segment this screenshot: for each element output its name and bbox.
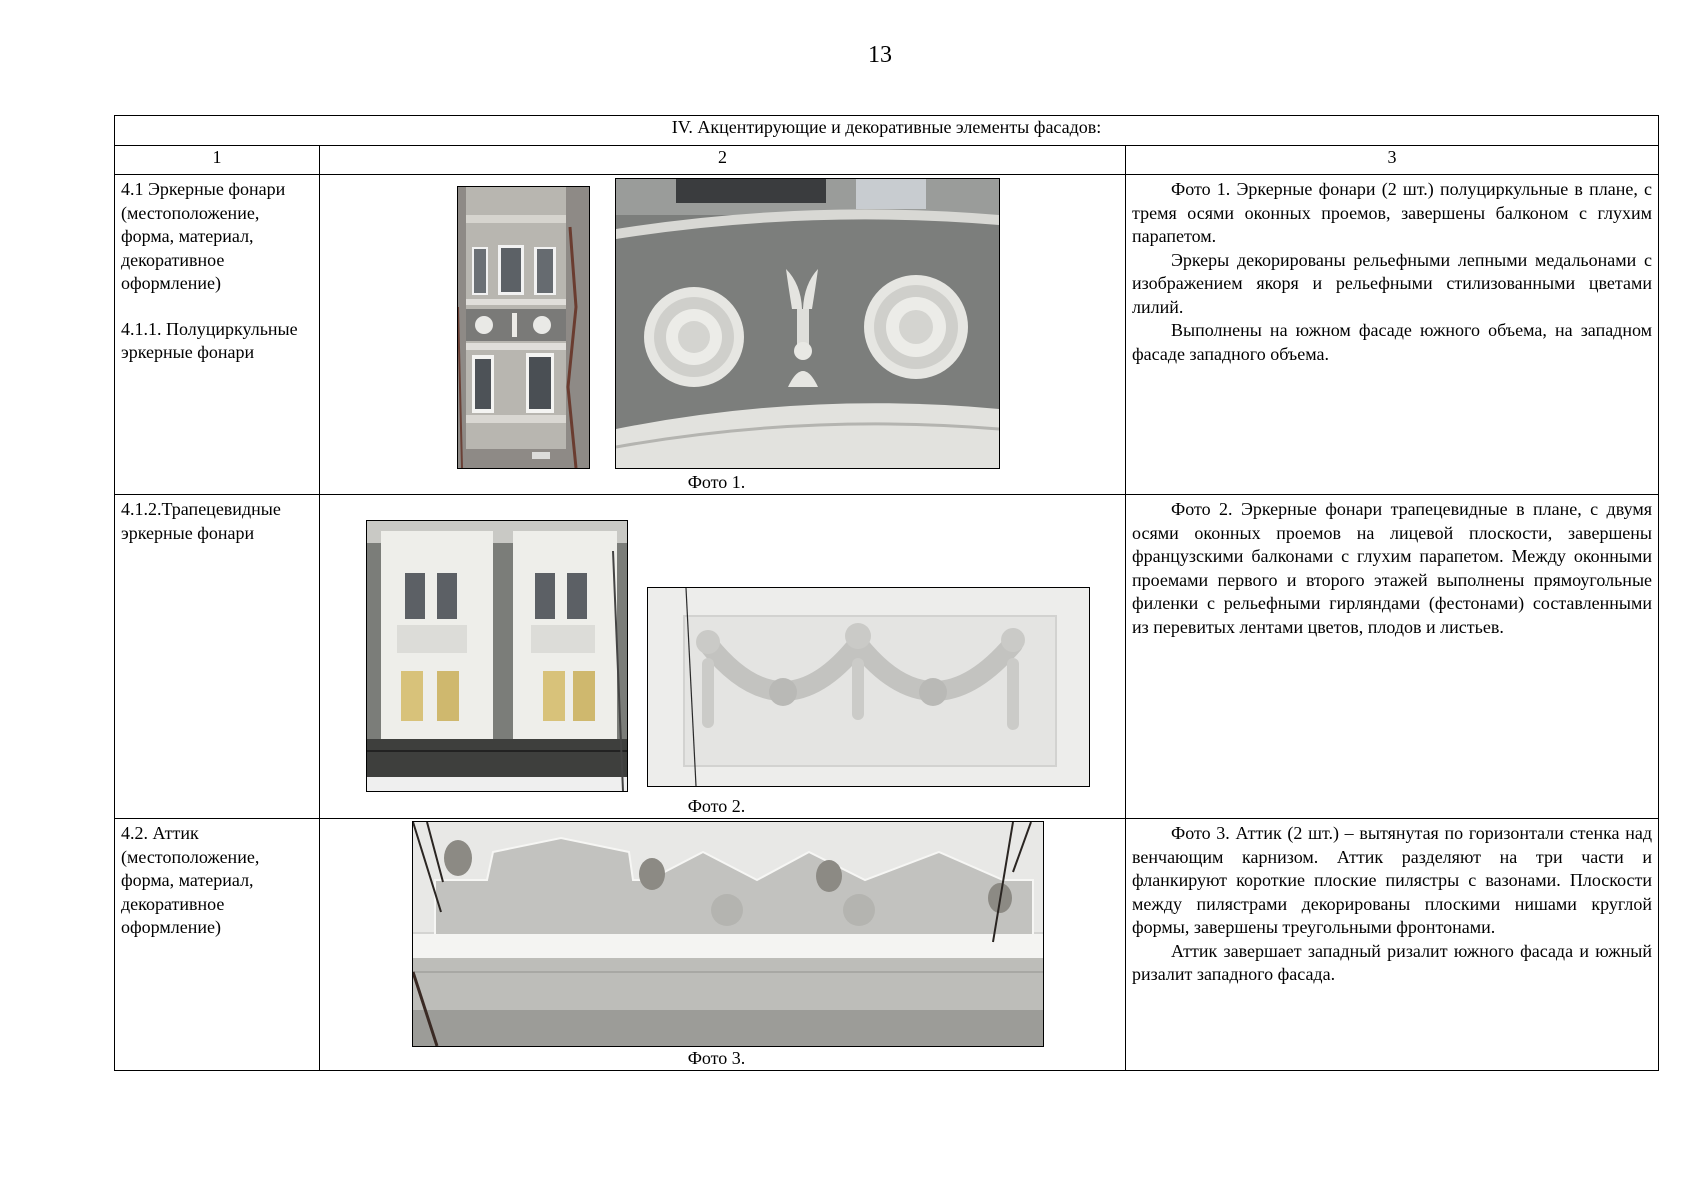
description-paragraph: Эркеры декорированы рельефными лепными медальонами с изображением якоря и рельефными стилизованными цветами лилий. [1132, 249, 1653, 317]
photo-cell [320, 175, 1126, 495]
photo-caption: Фото 1. [687, 471, 746, 492]
column-number-row [115, 146, 1659, 175]
page-number: 13 [868, 42, 892, 68]
table-row [115, 175, 1659, 495]
table-row [115, 495, 1659, 819]
medallion-photo [615, 178, 1000, 469]
column-number-2: 2 [320, 146, 1126, 175]
photo-caption: Фото 3. [687, 1047, 746, 1068]
facade-elements-table [114, 115, 1659, 1071]
table-row [115, 819, 1659, 1071]
column-number-3: 3 [1126, 146, 1659, 175]
attic-photo [412, 821, 1044, 1047]
row-description [1126, 819, 1659, 1071]
column-number-1: 1 [115, 146, 320, 175]
bay-window-photo [457, 186, 590, 469]
photo-cell [320, 819, 1126, 1071]
section-header: IV. Акцентирующие и декоративные элементы фасадов: [115, 116, 1659, 146]
description-paragraph: Фото 1. Эркерные фонари (2 шт.) полуциркульные в плане, с тремя осями оконных проемов, завершены балконом с глухим парапетом. [1132, 179, 1653, 246]
row-description [1126, 175, 1659, 495]
row-label-heading: 4.1.2.Трапецевидные эркерные фонари [121, 499, 281, 543]
row-label-heading: 4.2. Аттик (местоположение, форма, материал, декоративное оформление) [121, 823, 260, 937]
row-label-subheading: 4.1.1. Полуциркульные эркерные фонари [121, 318, 298, 362]
garland-photo [647, 587, 1090, 787]
row-label [115, 175, 320, 495]
description-paragraph: Выполнены на южном фасаде южного объема, на западном фасаде западного объема. [1132, 320, 1653, 364]
trapezoid-bay-photo [366, 520, 628, 792]
row-label [115, 495, 320, 819]
section-header-row [115, 116, 1659, 146]
photo-cell [320, 495, 1126, 819]
description-paragraph: Фото 3. Аттик (2 шт.) – вытянутая по горизонтали стенка над венчающим карнизом. Аттик разделяют на три части и фланкируют короткие плоские пилястры с вазонами. Плоскости между пилястрами декорированы плоскими нишами круглой формы, завершены треугольными фронтонами. [1132, 823, 1653, 937]
row-label [115, 819, 320, 1071]
row-description [1126, 495, 1659, 819]
photo-caption: Фото 2. [687, 795, 746, 816]
description-paragraph: Аттик завершает западный ризалит южного фасада и южный ризалит западного фасада. [1132, 940, 1653, 984]
row-label-heading: 4.1 Эркерные фонари (местоположение, форма, материал, декоративное оформление) [121, 179, 286, 293]
description-paragraph: Фото 2. Эркерные фонари трапецевидные в плане, с двумя осями оконных проемов на лицевой плоскости, завершены французскими балконами с глухим парапетом. Между оконными проемами первого и второго этажей выполнены прямоугольные филенки с рельефными гирляндами (фестонами) составленными из перевитых лентами цветов, плодов и листьев. [1132, 499, 1653, 637]
